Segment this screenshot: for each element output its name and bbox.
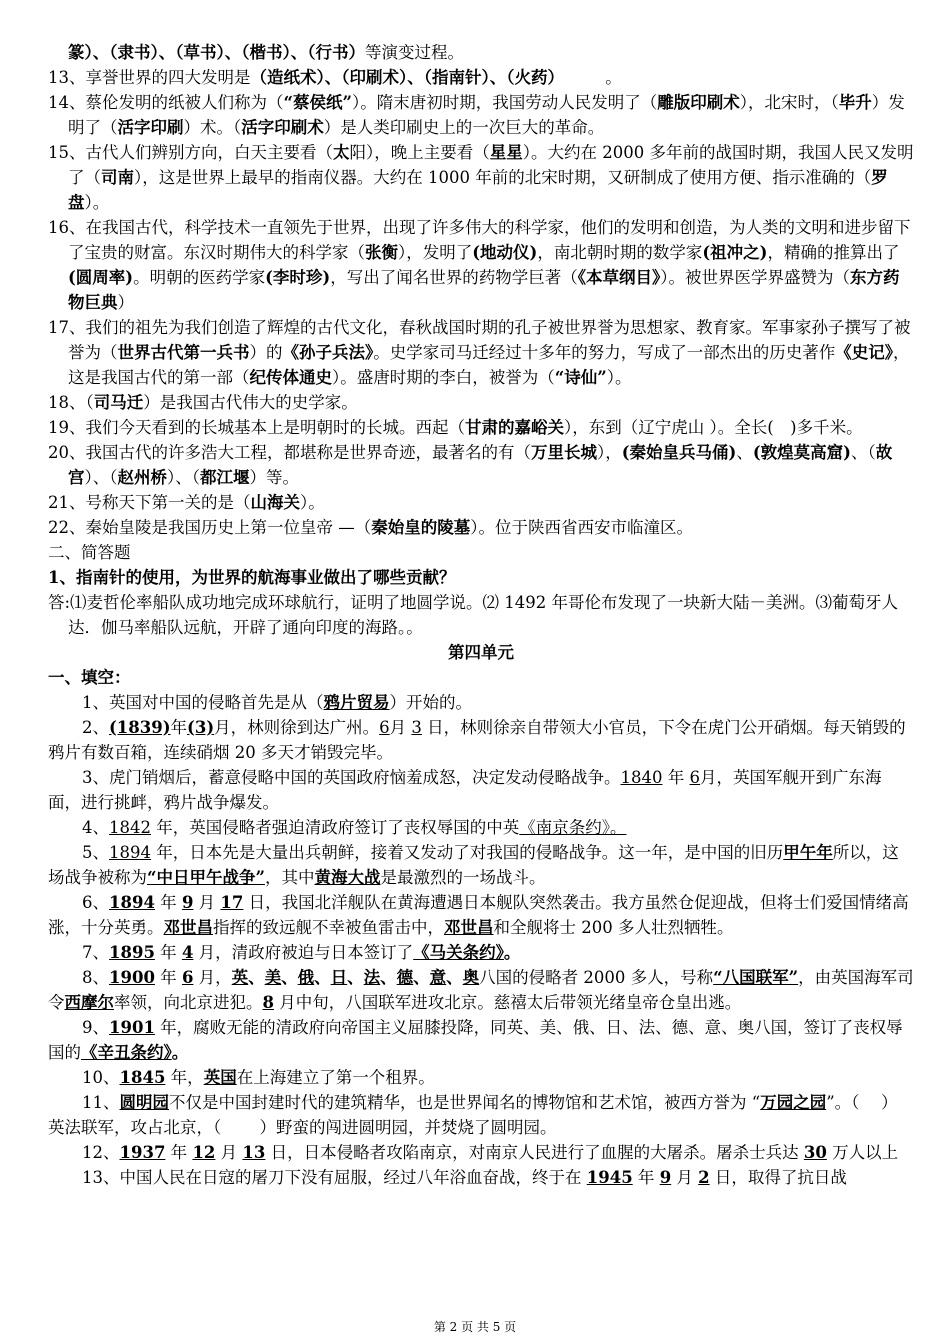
text-run: 14、蔡伦发明的纸被人们称为（ <box>48 93 284 112</box>
text-paragraph <box>48 1140 914 1165</box>
answer-text: “八国联军” <box>713 968 799 987</box>
answer-text: 纪传体通史 <box>249 368 332 387</box>
answer-text: 。 <box>171 1043 189 1062</box>
text-run: 9、 <box>82 1018 109 1037</box>
text-paragraph <box>48 590 914 640</box>
answer-text: 《本草纲目》 <box>577 268 661 287</box>
text-paragraph <box>48 315 914 390</box>
text-run: ，这是我国古代的第一部（ <box>68 343 910 387</box>
text-paragraph <box>48 715 914 765</box>
text-run: ），这是世界上最早的指南仪器。大约在 1000 年前的北宋时期，又研制成了使用方便、指示准确的（ <box>134 168 872 187</box>
answer-text: 4 <box>181 943 194 962</box>
answer-text: 、 <box>314 968 331 987</box>
text-run: ，精确的推算出了 <box>767 243 900 262</box>
text-run: 20、我国古代的许多浩大工程，都堪称是世界奇迹，最著名的有（ <box>48 443 531 462</box>
answer-text: 《史记》 <box>835 343 893 362</box>
text-run: 11、 <box>82 1093 120 1112</box>
answer-text: 。 <box>503 943 521 962</box>
text-run: 年 <box>662 768 690 787</box>
answer-text: 故宫 <box>68 443 893 487</box>
text-run: 《南京条约》。 <box>519 818 627 837</box>
answer-text: 张衡 <box>365 243 398 262</box>
text-run: 万人以上 <box>826 1143 899 1162</box>
text-paragraph <box>48 765 914 815</box>
text-run: 10、 <box>82 1068 120 1087</box>
answer-text: 意 <box>429 968 447 987</box>
text-run: ）。 <box>606 368 632 387</box>
text-run: 年 <box>154 968 182 987</box>
text-run: 6、 <box>82 893 109 912</box>
text-run: 3、虎门销烟后，蓄意侵略中国的英国政府恼羞成怒，决定发动侵略战争。 <box>82 768 621 787</box>
text-run: 月 <box>671 1168 699 1187</box>
text-paragraph <box>48 90 914 140</box>
answer-text: 太 <box>333 143 350 162</box>
answer-text: 《辛丑条约》 <box>81 1043 172 1062</box>
answer-text: 都江堰 <box>200 468 250 487</box>
text-run: 。 <box>555 68 622 87</box>
answer-text: 甘肃的嘉峪关 <box>465 418 564 437</box>
answer-text: 30 <box>803 1143 827 1162</box>
text-paragraph <box>48 515 914 540</box>
text-run: ，由英国海军司令 <box>48 968 914 1012</box>
text-run: 年 <box>632 1168 660 1187</box>
text-paragraph <box>48 1015 914 1065</box>
text-paragraph <box>48 965 914 1015</box>
text-run: 5、 <box>82 843 109 862</box>
text-run: 1842 <box>109 818 151 837</box>
text-paragraph <box>48 1065 914 1090</box>
answer-text: 、 <box>446 968 463 987</box>
answer-text: 、 <box>281 968 298 987</box>
answer-text: 1、指南针的使用，为世界的航海事业做出了哪些贡献？ <box>48 568 456 587</box>
answer-text: “中日甲午战争” <box>147 868 265 887</box>
text-run: ），北宋时，（ <box>739 93 839 112</box>
text-run: 1894 <box>109 843 151 862</box>
text-run: ”。（ ）英法联军，攻占北京，（ ）野蛮的闯进圆明园，并焚烧了圆明园。 <box>48 1093 898 1137</box>
text-paragraph <box>48 440 914 490</box>
text-run: 日，日本侵略者攻陷南京，对南京人民进行了血腥的大屠杀。屠杀士兵达 <box>265 1143 804 1162</box>
answer-text: 美 <box>264 968 282 987</box>
answer-text: 司南 <box>101 168 134 187</box>
answer-text: 1945 <box>586 1168 633 1187</box>
text-run: 16、在我国古代，科学技术一直领先于世界，出现了许多伟大的科学家，他们的发明和创造，为人类的文明和进步留下了宝贵的财富。东汉时期伟大的科学家（ <box>48 218 911 262</box>
text-paragraph <box>48 565 914 590</box>
text-run: ）。盛唐时期的李白，被誉为（ <box>332 368 555 387</box>
answer-text: 司马迁 <box>93 393 144 412</box>
answer-text: 罗盘 <box>68 168 888 212</box>
text-run: 年， <box>165 1068 204 1087</box>
answer-text: 万里长城 <box>531 443 597 462</box>
text-run: 1840 <box>620 768 663 787</box>
text-run: 6 <box>379 718 390 737</box>
answer-text: 1895 <box>109 943 155 962</box>
text-run: 第四单元 <box>448 643 514 662</box>
text-run: 13、享誉世界的四大发明是 <box>48 68 251 87</box>
answer-text: 英 <box>231 968 249 987</box>
answer-text: 1901 <box>109 1018 155 1037</box>
page-footer: 第 2 页 共 5 页 <box>433 1320 517 1334</box>
document-page <box>48 40 914 1190</box>
text-paragraph <box>48 540 914 565</box>
text-run: 和全舰将士 200 多人壮烈牺牲。 <box>493 918 734 937</box>
answer-text: (地动仪) <box>472 243 538 262</box>
text-run: 年 <box>154 893 182 912</box>
text-run: 八国的侵略者 2000 多人，号称 <box>479 968 714 987</box>
text-run: ）是人类印刷史上的一次巨大的革命。 <box>323 118 605 137</box>
text-paragraph <box>48 415 914 440</box>
answer-text: 13 <box>242 1143 266 1162</box>
text-run: 。史学家司马迁经过十多年的努力，写成了一部杰出的历史著作 <box>373 343 836 362</box>
answer-text: 1845 <box>119 1068 166 1087</box>
text-run: ）术。（ <box>183 118 242 137</box>
text-run: 不仅是中国封建时代的建筑精华，也是世界闻名的博物馆和艺术馆，被西方誉为 “ <box>169 1093 761 1112</box>
text-run: 、 <box>736 443 753 462</box>
answer-text: (李时珍) <box>265 268 331 287</box>
answer-text: (1839) <box>109 718 171 737</box>
text-paragraph <box>48 640 914 665</box>
text-run: ）的 <box>249 343 283 362</box>
answer-text: 世界古代第一兵书 <box>117 343 250 362</box>
answer-text: 邓世昌 <box>163 918 213 937</box>
text-run: 月 <box>389 718 412 737</box>
text-run: 6 <box>689 768 700 787</box>
answer-text: 鸦片贸易 <box>323 693 390 712</box>
text-run: ）、（ <box>167 468 200 487</box>
text-run: ） <box>117 293 134 312</box>
text-run: 4、 <box>82 818 109 837</box>
answer-text: 17 <box>220 893 244 912</box>
text-run: 年 <box>165 1143 193 1162</box>
text-paragraph <box>48 215 914 315</box>
text-run: ）。被世界医学界盛赞为（ <box>660 268 850 287</box>
answer-text: (敦煌莫高窟) <box>752 443 851 462</box>
text-run: 阳），晚上主要看（ <box>349 143 490 162</box>
answer-text: 活字印刷术 <box>241 118 324 137</box>
text-paragraph <box>48 1165 914 1190</box>
answer-text: 9 <box>659 1168 672 1187</box>
text-run: 8、 <box>82 968 109 987</box>
text-run: ），发明了 <box>398 243 473 262</box>
answer-text: (3) <box>187 718 215 737</box>
text-run: ，写出了闻名世界的药物学巨著（ <box>330 268 578 287</box>
text-run: 15、古代人们辨别方向，白天主要看（ <box>48 143 333 162</box>
answer-text: 英国 <box>203 1068 237 1087</box>
text-run: 月 <box>215 1143 243 1162</box>
text-run: 月中旬，八国联军进攻北京。慈禧太后带领光绪皇帝仓皇出逃。 <box>273 993 742 1012</box>
text-run: 年 <box>154 943 182 962</box>
answer-text: (秦始皇兵马俑) <box>621 443 737 462</box>
answer-text: 12 <box>192 1143 216 1162</box>
text-run: 7、 <box>82 943 109 962</box>
answer-text: 日 <box>330 968 348 987</box>
answer-text: 雕版印刷术 <box>657 93 740 112</box>
text-run: 年，腐败无能的清政府向帝国主义屈膝投降，同英、美、俄、日、法、德、意、奥八国，签订了丧权辱国的 <box>48 1018 903 1062</box>
answer-text: 西摩尔 <box>64 993 114 1012</box>
text-run: 2、 <box>82 718 109 737</box>
text-run: 月， <box>193 968 232 987</box>
text-run: ）。大约在 2000 多年前的战国时期，我国人民又发明了（ <box>68 143 914 187</box>
answer-text: 毕升 <box>838 93 872 112</box>
text-run: 指挥的致远舰不幸被鱼雷击中， <box>213 918 444 937</box>
text-run: 、（ <box>851 443 876 462</box>
text-paragraph <box>48 140 914 215</box>
text-run: 日，我国北洋舰队在黄海遭遇日本舰队突然袭击。我方虽然仓促迎战，但将士们爱国情绪高涨，十分英勇。 <box>48 893 909 937</box>
text-run: 是最激烈的一场战斗。 <box>380 868 546 887</box>
answer-text: 奥 <box>462 968 480 987</box>
answer-text: 《孙子兵法》 <box>282 343 374 362</box>
answer-text: 甲午年 <box>783 843 833 862</box>
answer-text: 篆）、（隶书）、（草书）、（楷书）、（行书） <box>68 43 365 62</box>
text-run: ）。隋末唐初时期，我国劳动人民发明了（ <box>351 93 658 112</box>
text-run: ）发明了（ <box>68 93 905 137</box>
text-run: 年 <box>170 718 188 737</box>
text-run: ）。 <box>300 493 325 512</box>
answer-text: 、 <box>248 968 265 987</box>
text-run: 日，林则徐亲自带领大小官员，下令在虎门公开硝烟。每天销毁的鸦片有数百箱，连续硝烟 20 多天才销毁完毕。 <box>48 718 906 762</box>
answer-text: 、 <box>380 968 397 987</box>
text-run: 13、中国人民在日寇的屠刀下没有屈服，经过八年浴血奋战，终于在 <box>82 1168 587 1187</box>
text-run: 所以，这场战争被称为 <box>48 843 899 887</box>
text-run: ）是我国古代伟大的史学家。 <box>143 393 358 412</box>
answer-text: 圆明园 <box>119 1093 169 1112</box>
answer-text: （造纸术）、（印刷术）、（指南针）、（火药） <box>250 68 556 87</box>
answer-text: 1900 <box>109 968 155 987</box>
answer-text: “蔡侯纸” <box>283 93 352 112</box>
text-paragraph <box>48 665 914 690</box>
answer-text: 一、填空： <box>48 668 131 687</box>
answer-text: 黄海大战 <box>314 868 381 887</box>
answer-text: 万园之园 <box>760 1093 827 1112</box>
answer-text: (圆周率) <box>68 268 134 287</box>
text-run: 1、英国对中国的侵略首先是从（ <box>82 693 324 712</box>
answer-text: 1894 <box>109 893 155 912</box>
answer-text: 9 <box>181 893 194 912</box>
text-run: 日，取得了抗日战 <box>709 1168 847 1187</box>
answer-text: 2 <box>698 1168 710 1187</box>
text-run: ，其中 <box>264 868 315 887</box>
text-run: 12、 <box>82 1143 120 1162</box>
text-paragraph <box>48 1090 914 1140</box>
text-run: 3 <box>411 718 422 737</box>
answer-text: (祖冲之) <box>702 243 768 262</box>
text-paragraph <box>48 390 914 415</box>
text-paragraph <box>48 890 914 940</box>
text-paragraph <box>48 940 914 965</box>
answer-text: 赵州桥 <box>117 468 167 487</box>
text-run: 二、简答题 <box>48 543 131 562</box>
text-run: 月，清政府被迫与日本签订了 <box>193 943 414 962</box>
text-run: ，南北朝时期的数学家 <box>537 243 703 262</box>
answer-text: 山海关 <box>250 493 300 512</box>
answer-text: 德 <box>396 968 414 987</box>
text-run: 年，英国侵略者强迫清政府签订了丧权辱国的中英 <box>151 818 520 837</box>
answer-text: 《马关条约》 <box>413 943 504 962</box>
text-run: ）、（ <box>84 468 118 487</box>
answer-text: 法 <box>363 968 381 987</box>
text-run: 17、我们的祖先为我们创造了辉煌的古代文化，春秋战国时期的孔子被世界誉为思想家、教育家。军事家孙子撰写了被誉为（ <box>48 318 911 362</box>
answer-text: 活字印刷 <box>117 118 184 137</box>
answer-text: 、 <box>347 968 364 987</box>
text-run: 率领，向北京进犯。 <box>114 993 263 1012</box>
text-run: 18、（ <box>48 393 94 412</box>
text-run: 21、号称天下第一关的是（ <box>48 493 251 512</box>
answer-text: 、 <box>413 968 430 987</box>
answer-text: 1937 <box>119 1143 166 1162</box>
text-paragraph <box>48 490 914 515</box>
text-paragraph <box>48 65 914 90</box>
answer-text: 星星 <box>489 143 523 162</box>
text-run: 等演变过程。 <box>365 43 464 62</box>
text-run: 月 <box>193 893 221 912</box>
text-run: ），东到（辽宁虎山 ）。全长( )多千米。 <box>564 418 863 437</box>
text-run: ）等。 <box>249 468 299 487</box>
text-paragraph <box>48 840 914 890</box>
answer-text: 秦始皇的陵墓 <box>371 518 471 537</box>
text-run: 月，林则徐到达广州。 <box>214 718 380 737</box>
text-paragraph <box>48 40 914 65</box>
text-run: 19、我们今天看到的长城基本上是明朝时的长城。西起（ <box>48 418 465 437</box>
text-run: 。明朝的医药学家 <box>133 268 266 287</box>
answer-text: 邓世昌 <box>444 918 494 937</box>
text-paragraph <box>48 815 914 840</box>
text-run: 22、秦始皇陵是我国历史上第一位皇帝 —（ <box>48 518 372 537</box>
text-run: ）开始的。 <box>389 693 472 712</box>
text-run: 月，英国军舰开到广东海面，进行挑衅，鸦片战争爆发。 <box>48 768 882 812</box>
text-run: 年，日本先是大量出兵朝鲜，接着又发动了对我国的侵略战争。这一年，是中国的旧历 <box>151 843 784 862</box>
text-paragraph <box>48 690 914 715</box>
text-run: ）， <box>597 443 622 462</box>
answer-text: 8 <box>262 993 274 1012</box>
answer-text: 东方药物巨典 <box>68 268 900 312</box>
text-run: 答:⑴麦哲伦率船队成功地完成环球航行，证明了地圆学说。⑵ 1492 年哥伦布发现了一块新大陆－美洲。⑶葡萄牙人达．伽马率船队远航，开辟了通向印度的海路。。 <box>48 593 899 637</box>
text-run: 在上海建立了第一个租界。 <box>236 1068 435 1087</box>
text-run: ）。 <box>84 193 110 212</box>
answer-text: 俄 <box>297 968 315 987</box>
answer-text: “诗仙” <box>554 368 607 387</box>
text-run: ）。位于陕西省西安市临潼区。 <box>470 518 693 537</box>
answer-text: 6 <box>181 968 194 987</box>
